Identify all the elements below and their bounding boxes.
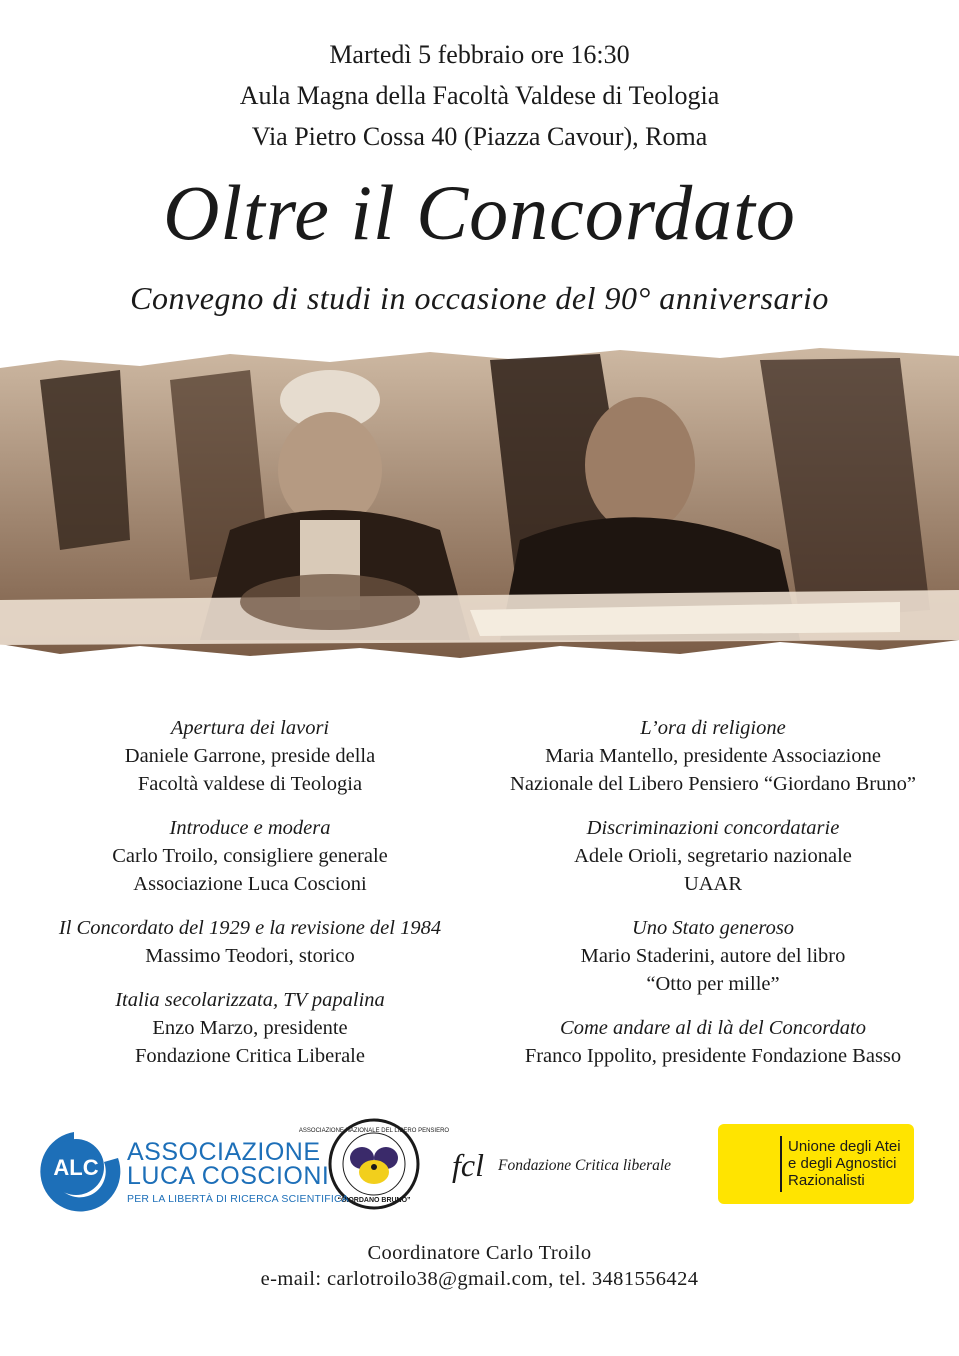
session-speaker-role: UAAR — [683, 873, 743, 895]
session — [15, 714, 485, 798]
event-date: Martedì 5 febbraio ore 16:30 — [329, 40, 630, 69]
session-speaker-role: Associazione Luca Coscioni — [133, 873, 367, 895]
fcl-name: Fondazione Critica liberale — [497, 1157, 672, 1174]
session-speaker-role: Fondazione Critica Liberale — [135, 1045, 365, 1067]
session-speaker: Franco Ippolito, presidente Fondazione Basso — [524, 1045, 902, 1067]
uaar-name — [788, 1138, 901, 1189]
session-speaker: Enzo Marzo, presidente — [152, 1017, 348, 1039]
session-speaker: Maria Mantello, presidente Associazione — [545, 745, 881, 767]
session — [478, 1014, 948, 1070]
session-speaker: Mario Staderini, autore del libro — [580, 945, 846, 967]
coordinator: Coordinatore Carlo Troilo — [367, 1242, 592, 1264]
historic-photo — [0, 340, 959, 665]
session-title: Discriminazioni concordatarie — [586, 817, 840, 839]
program-right — [478, 714, 948, 1086]
session-title: Uno Stato generoso — [631, 917, 795, 939]
uaar-name-line3: Razionalisti — [788, 1172, 865, 1189]
session-speaker-role: Facoltà valdese di Teologia — [137, 773, 363, 795]
session-title: Come andare al di là del Concordato — [560, 1017, 866, 1039]
session — [478, 814, 948, 898]
session — [15, 986, 485, 1070]
footer-contact — [0, 1240, 959, 1292]
alc-tagline: PER LA LIBERTÀ DI RICERCA SCIENTIFICA — [127, 1193, 349, 1205]
session — [15, 814, 485, 898]
session-title: Apertura dei lavori — [170, 717, 330, 739]
alc-mark: ALC — [53, 1155, 99, 1180]
session-title: Introduce e modera — [169, 817, 331, 839]
seal-name: “GIORDANO BRUNO” — [337, 1197, 411, 1204]
session-title: L’ora di religione — [640, 717, 786, 739]
fcl-logo — [452, 1147, 671, 1184]
page-subtitle: Convegno di studi in occasione del 90° anniversario — [130, 280, 829, 316]
program-left — [15, 714, 485, 1086]
session-title: Il Concordato del 1929 e la revisione del 1984 — [58, 917, 442, 939]
alc-logo-text — [127, 1140, 349, 1205]
uaar-logo — [718, 1124, 914, 1204]
seal-ring-text: ASSOCIAZIONE NAZIONALE DEL LIBERO PENSIERO — [298, 1128, 450, 1134]
event-address: Via Pietro Cossa 40 (Piazza Cavour), Roma — [251, 122, 708, 151]
session — [478, 914, 948, 998]
contact-info: e-mail: carlotroilo38@gmail.com, tel. 3481556424 — [260, 1268, 699, 1290]
session-speaker: Massimo Teodori, storico — [145, 945, 355, 967]
session — [15, 914, 485, 970]
event-info — [0, 34, 959, 157]
session-speaker-role: Nazionale del Libero Pensiero “Giordano Bruno” — [510, 773, 916, 795]
alc-name-line1: ASSOCIAZIONE — [127, 1138, 321, 1166]
uaar-name-line2: e degli Agnostici — [788, 1155, 897, 1172]
session — [478, 714, 948, 798]
alc-name-line2: LUCA COSCIONI — [127, 1162, 330, 1190]
session-speaker-role: “Otto per mille” — [646, 973, 780, 995]
event-venue: Aula Magna della Facoltà Valdese di Teologia — [239, 81, 720, 110]
session-speaker: Carlo Troilo, consigliere generale — [112, 845, 388, 867]
session-title: Italia secolarizzata, TV papalina — [115, 989, 385, 1011]
session-speaker: Daniele Garrone, preside della — [124, 745, 376, 767]
session-speaker: Adele Orioli, segretario nazionale — [574, 845, 852, 867]
alc-logo-icon — [40, 1132, 120, 1211]
uaar-divider — [780, 1136, 782, 1192]
fcl-mark: fcl — [452, 1147, 484, 1183]
page-title: Oltre il Concordato — [163, 169, 796, 256]
uaar-name-line1: Unione degli Atei — [788, 1138, 901, 1155]
